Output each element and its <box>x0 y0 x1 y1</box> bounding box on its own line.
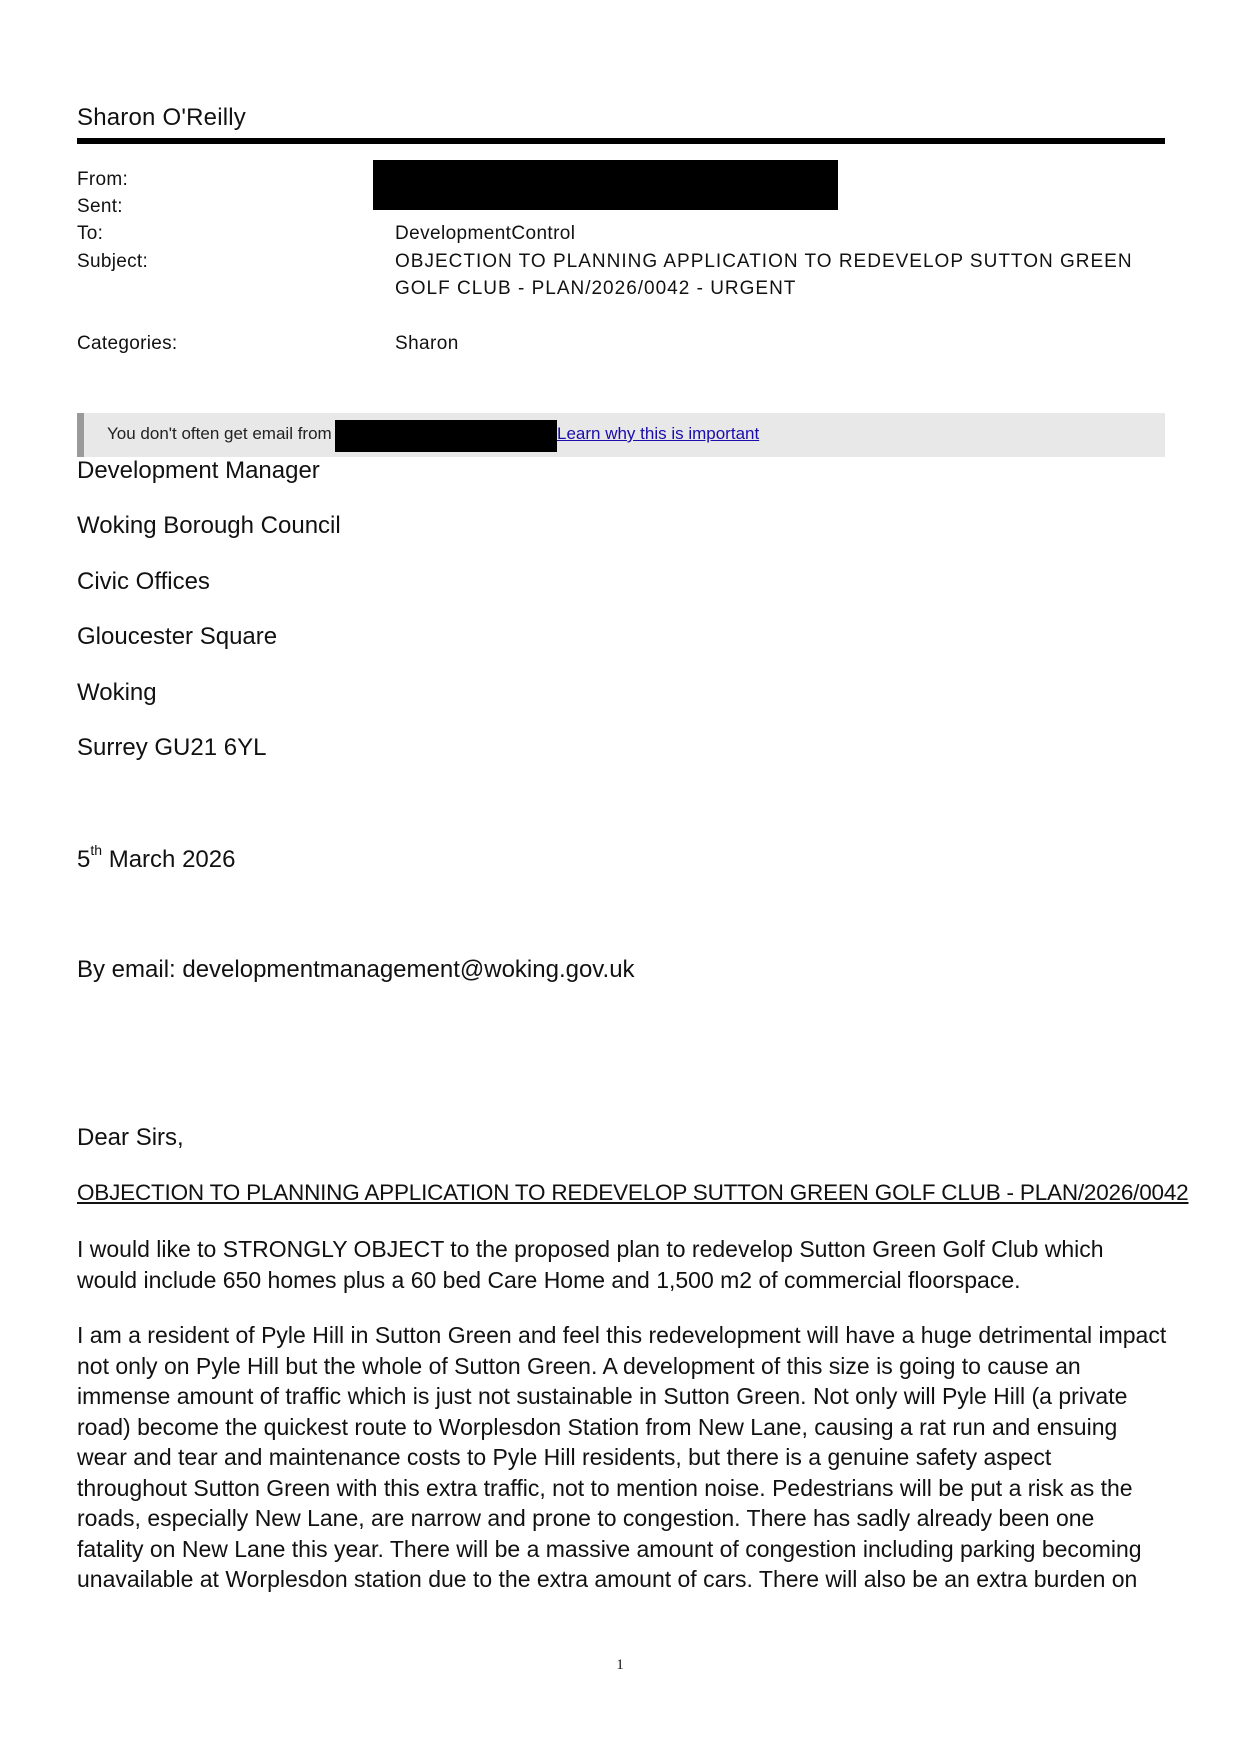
external-sender-banner <box>77 413 1165 457</box>
banner-text: You don't often get email from <box>107 424 332 443</box>
address-line: Development Manager <box>77 457 320 484</box>
salutation: Dear Sirs, <box>77 1124 184 1151</box>
letter-heading: OBJECTION TO PLANNING APPLICATION TO REDEVELOP SUTTON GREEN GOLF CLUB - PLAN/2026/0042 <box>77 1180 1189 1205</box>
redacted-sender-address <box>335 420 557 452</box>
by-email-line: By email: developmentmanagement@woking.gov.uk <box>77 956 635 983</box>
learn-why-link[interactable]: Learn why this is important <box>557 424 760 443</box>
address-line: Woking <box>77 679 157 706</box>
subject-label: Subject: <box>77 251 149 272</box>
date-day: 5 <box>77 846 91 873</box>
date-suffix: th <box>90 842 103 858</box>
categories-value: Sharon <box>395 333 459 354</box>
page-number: 1 <box>616 1657 624 1673</box>
address-line: Gloucester Square <box>77 623 278 650</box>
header-divider <box>77 138 1165 144</box>
sent-label: Sent: <box>77 196 123 217</box>
body-paragraph: I am a resident of Pyle Hill in Sutton Green and feel this redevelopment will have a huge detrimental impact not only on Pyle Hill but the whole of Sutton Green. A development of this size is going to cause an immense amount of traffic which is just not sustainable in Sutton Green. Not only will Pyle Hill (a private road) become the quickest route to Worplesdon Station from New Lane, causing a rat run and ensuing wear and tear and maintenance costs to Pyle Hill residents, but there is a genuine safety aspect throughout Sutton Green with this extra traffic, not to mention noise. Pedestrians will be put a risk as the roads, especially New Lane, are narrow and prone to congestion. There has sadly already been one fatality on New Lane this year. There will be a massive amount of congestion including parking becoming unavailable at Worplesdon station due to the extra amount of cars. There will also be an extra burden on <box>77 1322 1167 1592</box>
date-rest: March 2026 <box>102 846 236 873</box>
categories-label: Categories: <box>77 333 178 354</box>
body-paragraph: I would like to STRONGLY OBJECT to the proposed plan to redevelop Sutton Green Golf Club which would include 650 homes plus a 60 bed Care Home and 1,500 m2 of commercial floorspace. <box>77 1236 1104 1293</box>
sender-name: Sharon O'Reilly <box>77 104 246 131</box>
address-line: Surrey GU21 6YL <box>77 734 267 761</box>
redacted-from-sent-block <box>373 160 838 210</box>
banner-accent-bar <box>77 413 84 457</box>
to-value: DevelopmentControl <box>395 223 576 244</box>
address-line: Civic Offices <box>77 568 210 595</box>
to-label: To: <box>77 223 104 244</box>
from-label: From: <box>77 169 129 190</box>
subject-value: OBJECTION TO PLANNING APPLICATION TO REDEVELOP SUTTON GREEN GOLF CLUB - PLAN/2026/0042 - URGENT <box>395 251 1133 299</box>
address-line: Woking Borough Council <box>77 512 341 539</box>
letter-date <box>77 842 236 874</box>
